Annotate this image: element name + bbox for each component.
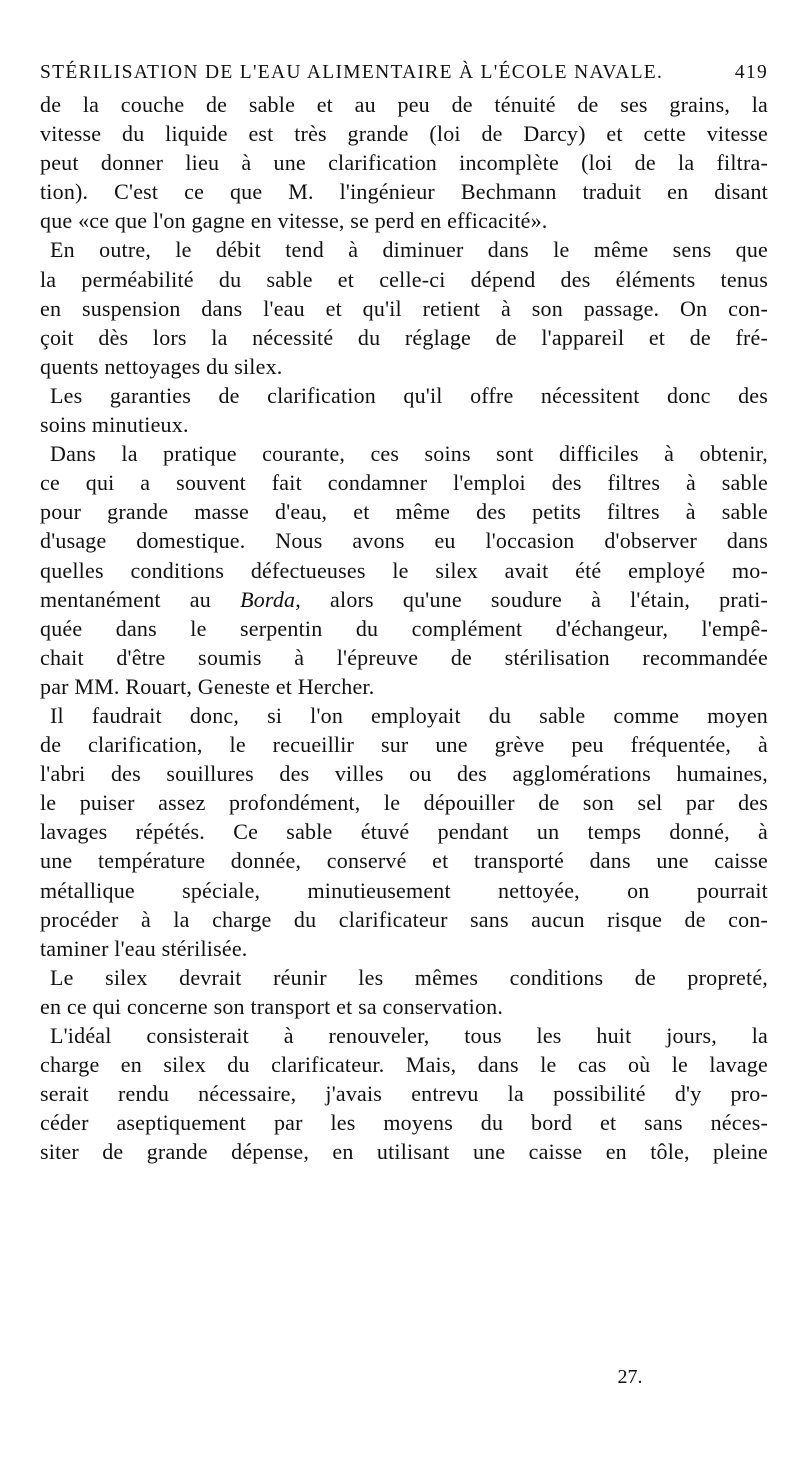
- page-number: 419: [734, 62, 768, 83]
- text-line: tion). C'est ce que M. l'ingénieur Bechmann traduit en disant: [40, 179, 768, 205]
- text-line: que «ce que l'on gagne en vitesse, se perd en efficacité».: [40, 208, 548, 234]
- text-line: en ce qui concerne son transport et sa conservation.: [40, 993, 504, 1019]
- text-line: Le silex devrait réunir les mêmes conditions de propreté,: [50, 964, 768, 990]
- text-line: d'usage domestique. Nous avons eu l'occasion d'observer dans: [40, 528, 768, 554]
- text-line: charge en silex du clarificateur. Mais, dans le cas où le lavage: [40, 1052, 768, 1078]
- text-line: çoit dès lors la nécessité du réglage de l'appareil et de fré-: [40, 324, 768, 350]
- text-line: Il faudrait donc, si l'on employait du sable comme moyen: [50, 702, 768, 728]
- text-line: L'idéal consisterait à renouveler, tous les huit jours, la: [50, 1023, 768, 1048]
- text-line: serait rendu nécessaire, j'avais entrevu la possibilité d'y pro-: [40, 1081, 768, 1107]
- text-line: En outre, le débit tend à diminuer dans le même sens que: [50, 237, 768, 263]
- text-line: soins minutieux.: [40, 412, 189, 438]
- text-line: pour grande masse d'eau, et même des petits filtres à sable: [40, 499, 768, 525]
- text-line: procéder à la charge du clarificateur sans aucun risque de con-: [40, 906, 768, 932]
- text-line: mentanément au Borda, alors qu'une soudure à l'étain, prati-: [40, 586, 768, 612]
- text-line: le puiser assez profondément, le dépouiller de son sel par des: [40, 790, 768, 816]
- text-line: la perméabilité du sable et celle-ci dépend des éléments tenus: [40, 266, 768, 292]
- text-line: vitesse du liquide est très grande (loi de Darcy) et cette vitesse: [40, 121, 768, 147]
- text-line: l'abri des souillures des villes ou des agglomérations humaines,: [40, 761, 768, 787]
- header-title: STÉRILISATION DE L'EAU ALIMENTAIRE À L'ÉCOLE NAVALE.: [40, 62, 664, 83]
- text-line: siter de grande dépense, en utilisant une caisse en tôle, pleine: [40, 1139, 768, 1165]
- signature-mark: 27.: [617, 1366, 643, 1388]
- text-line: quée dans le serpentin du complément d'échangeur, l'empê-: [40, 615, 768, 641]
- text-line: de la couche de sable et au peu de ténuité de ses grains, la: [40, 92, 768, 117]
- text-line: par MM. Rouart, Geneste et Hercher.: [40, 673, 375, 699]
- text-line: métallique spéciale, minutieusement nettoyée, on pourrait: [40, 877, 768, 903]
- text-line: Les garanties de clarification qu'il offre nécessitent donc des: [50, 382, 768, 408]
- text-line: lavages répétés. Ce sable étuvé pendant un temps donné, à: [40, 819, 768, 845]
- text-line: peut donner lieu à une clarification incomplète (loi de la filtra-: [40, 150, 768, 176]
- body-text: [40, 90, 768, 1166]
- ship-name: Borda: [240, 586, 296, 612]
- text-line: quents nettoyages du silex.: [40, 353, 283, 379]
- text-line: en suspension dans l'eau et qu'il retient à son passage. On con-: [40, 295, 768, 321]
- text-line: céder aseptiquement par les moyens du bord et sans néces-: [40, 1110, 768, 1136]
- text-line: quelles conditions défectueuses le silex avait été employé mo-: [40, 557, 768, 583]
- text-line: chait d'être soumis à l'épreuve de stérilisation recommandée: [40, 644, 768, 670]
- text-line: de clarification, le recueillir sur une grève peu fréquentée, à: [40, 732, 768, 758]
- text-line: ce qui a souvent fait condamner l'emploi des filtres à sable: [40, 470, 768, 496]
- text-line: taminer l'eau stérilisée.: [40, 935, 248, 961]
- text-line: Dans la pratique courante, ces soins sont difficiles à obtenir,: [50, 441, 768, 467]
- text-line: une température donnée, conservé et transporté dans une caisse: [40, 848, 768, 874]
